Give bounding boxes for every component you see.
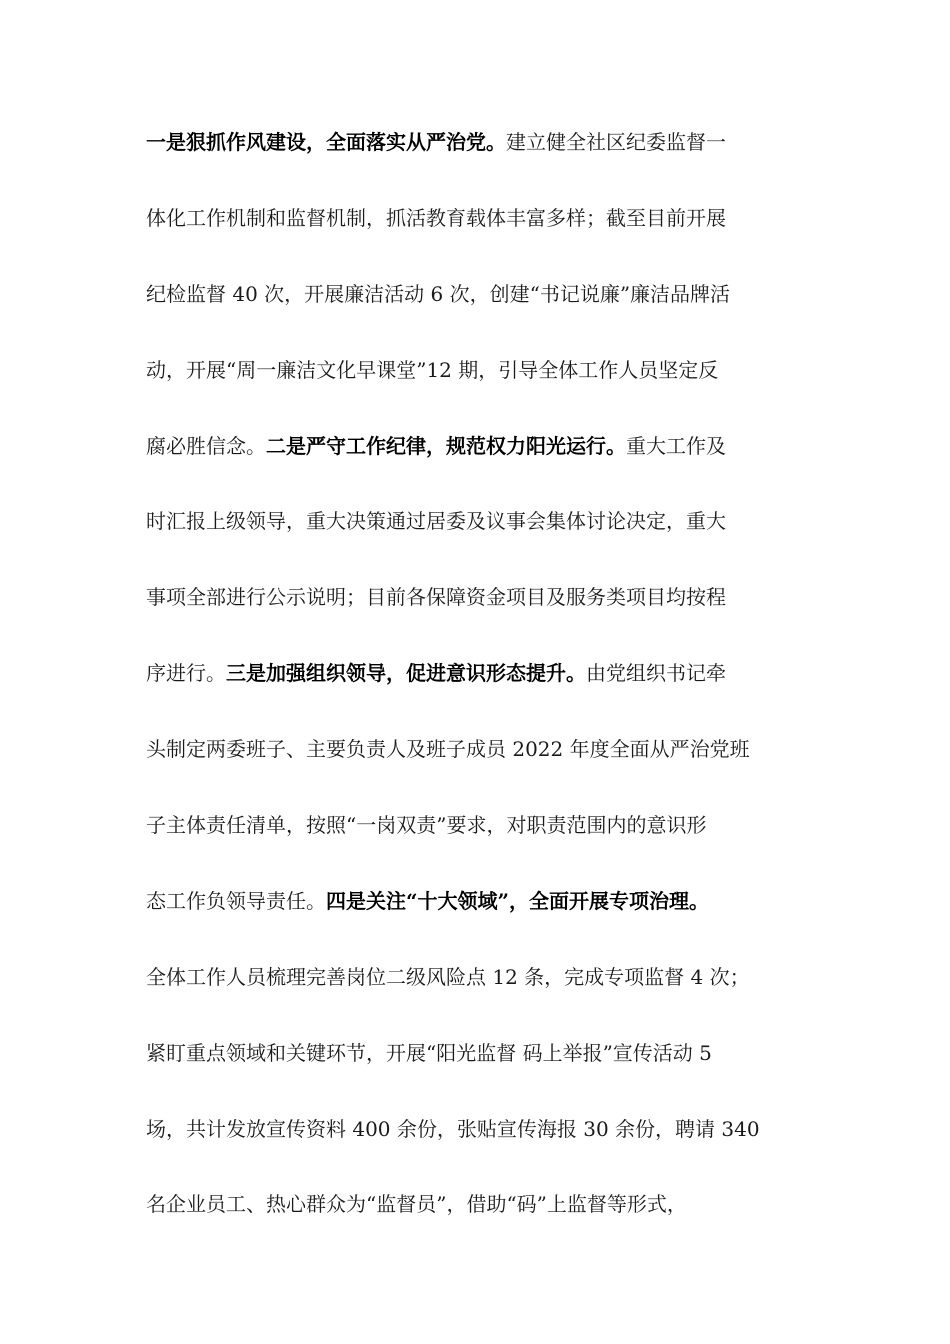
- body-text-segment: 子主体责任清单，按照“一岗双责”要求，对职责范围内的意识形: [146, 813, 707, 838]
- text-line: [146, 506, 806, 582]
- text-line: [146, 886, 806, 962]
- body-text: [146, 127, 806, 1265]
- body-text-segment: 重大工作及: [626, 433, 726, 458]
- text-line: [146, 658, 806, 734]
- text-line: [146, 127, 806, 203]
- text-line: [146, 1189, 806, 1265]
- text-line: [146, 279, 806, 355]
- text-line: [146, 431, 806, 507]
- bold-heading-phrase: 三是加强组织领导，促进意识形态提升。: [226, 661, 586, 686]
- text-line: [146, 203, 806, 279]
- body-text-segment: 时汇报上级领导，重大决策通过居委及议事会集体讨论决定，重大: [146, 509, 726, 534]
- body-text-segment: 事项全部进行公示说明；目前各保障资金项目及服务类项目均按程: [146, 585, 726, 610]
- body-text-segment: 全体工作人员梳理完善岗位二级风险点 12 条，完成专项监督 4 次；: [146, 964, 750, 989]
- body-text-segment: 腐必胜信念。: [146, 433, 266, 458]
- body-text-segment: 头制定两委班子、主要负责人及班子成员 2022 年度全面从严治党班: [146, 737, 750, 762]
- body-text-segment: 场，共计发放宣传资料 400 余份，张贴宣传海报 30 余份，聘请 340: [146, 1116, 760, 1141]
- bold-heading-phrase: 四是关注“十大领域”，全面开展专项治理。: [326, 888, 710, 913]
- body-text-segment: 由党组织书记牵: [586, 661, 726, 686]
- text-line: [146, 582, 806, 658]
- text-line: [146, 734, 806, 810]
- body-text-segment: 紧盯重点领域和关键环节，开展“阳光监督 码上举报”宣传活动 5: [146, 1040, 712, 1065]
- body-text-segment: 名企业员工、热心群众为“监督员”，借助“码”上监督等形式，: [146, 1192, 687, 1217]
- bold-heading-phrase: 一是狠抓作风建设，全面落实从严治党。: [146, 130, 506, 154]
- body-text-segment: 建立健全社区纪委监督一: [506, 130, 726, 154]
- text-line: [146, 1114, 806, 1190]
- text-line: [146, 962, 806, 1038]
- text-line: [146, 1038, 806, 1114]
- bold-heading-phrase: 二是严守工作纪律，规范权力阳光运行。: [266, 433, 626, 458]
- body-text-segment: 动，开展“周一廉洁文化早课堂”12 期，引导全体工作人员坚定反: [146, 357, 719, 382]
- body-text-segment: 体化工作机制和监督机制，抓活教育载体丰富多样；截至目前开展: [146, 205, 726, 230]
- body-text-segment: 态工作负领导责任。: [146, 888, 326, 913]
- text-line: [146, 355, 806, 431]
- text-line: [146, 810, 806, 886]
- body-text-segment: 纪检监督 40 次，开展廉洁活动 6 次，创建“书记说廉”廉洁品牌活: [146, 281, 731, 306]
- body-text-segment: 序进行。: [146, 661, 226, 686]
